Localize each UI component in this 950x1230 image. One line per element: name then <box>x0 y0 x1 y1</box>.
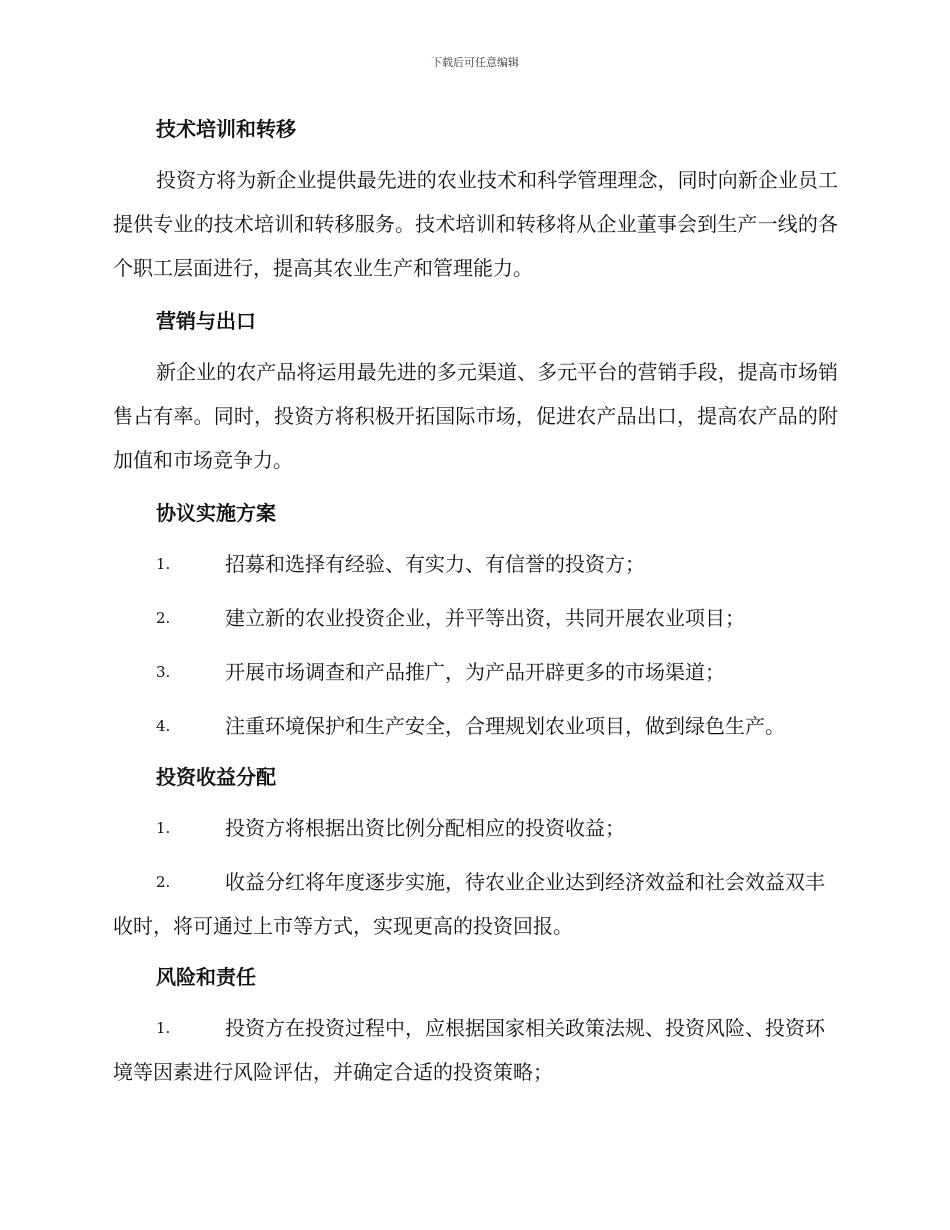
implementation-list <box>113 542 838 748</box>
section-heading-profit-distribution: 投资收益分配 <box>156 765 276 789</box>
list-item <box>113 1006 838 1094</box>
profit-distribution-list <box>113 806 838 948</box>
section-heading-marketing: 营销与出口 <box>156 309 256 333</box>
list-item-text: 招募和选择有经验、有实力、有信誉的投资方； <box>225 552 645 576</box>
list-item-number: 1. <box>156 1019 171 1037</box>
list-item <box>113 806 838 850</box>
list-item-number: 2. <box>156 873 171 891</box>
section-heading-tech-training: 技术培训和转移 <box>156 117 296 141</box>
list-item-text: 开展市场调查和产品推广，为产品开辟更多的市场渠道； <box>225 660 725 684</box>
list-item <box>113 596 838 640</box>
list-item <box>113 860 838 948</box>
section-paragraph-marketing: 新企业的农产品将运用最先进的多元渠道、多元平台的营销手段，提高市场销售占有率。同时，投资方将积极开拓国际市场，促进农产品出口，提高农产品的附加值和市场竞争力。 <box>113 360 838 472</box>
section-paragraph-tech-training: 投资方将为新企业提供最先进的农业技术和科学管理理念，同时向新企业员工提供专业的技术培训和转移服务。技术培训和转移将从企业董事会到生产一线的各个职工层面进行，提高其农业生产和管理能力。 <box>113 168 838 280</box>
list-item-text: 注重环境保护和生产安全，合理规划农业项目，做到绿色生产。 <box>225 714 785 738</box>
list-item <box>113 542 838 586</box>
list-item-number: 1. <box>156 819 171 837</box>
document-body <box>113 110 838 1104</box>
list-item-number: 3. <box>156 663 171 681</box>
list-item <box>113 704 838 748</box>
risk-list <box>113 1006 838 1094</box>
list-item-number: 4. <box>156 717 171 735</box>
list-item-number: 1. <box>156 555 171 573</box>
list-item-text: 投资方将根据出资比例分配相应的投资收益； <box>225 816 625 840</box>
page-header: 下载后可任意编辑 <box>431 56 519 69</box>
list-item-text: 收益分红将年度逐步实施，待农业企业达到经济效益和社会效益双丰收时，将可通过上市等方式，实现更高的投资回报。 <box>113 870 825 938</box>
section-heading-implementation: 协议实施方案 <box>156 501 276 525</box>
list-item-text: 建立新的农业投资企业，并平等出资，共同开展农业项目； <box>225 606 745 630</box>
section-heading-risk: 风险和责任 <box>156 965 256 989</box>
list-item <box>113 650 838 694</box>
list-item-number: 2. <box>156 609 171 627</box>
list-item-text: 投资方在投资过程中，应根据国家相关政策法规、投资风险、投资环境等因素进行风险评估，并确定合适的投资策略； <box>113 1016 825 1084</box>
